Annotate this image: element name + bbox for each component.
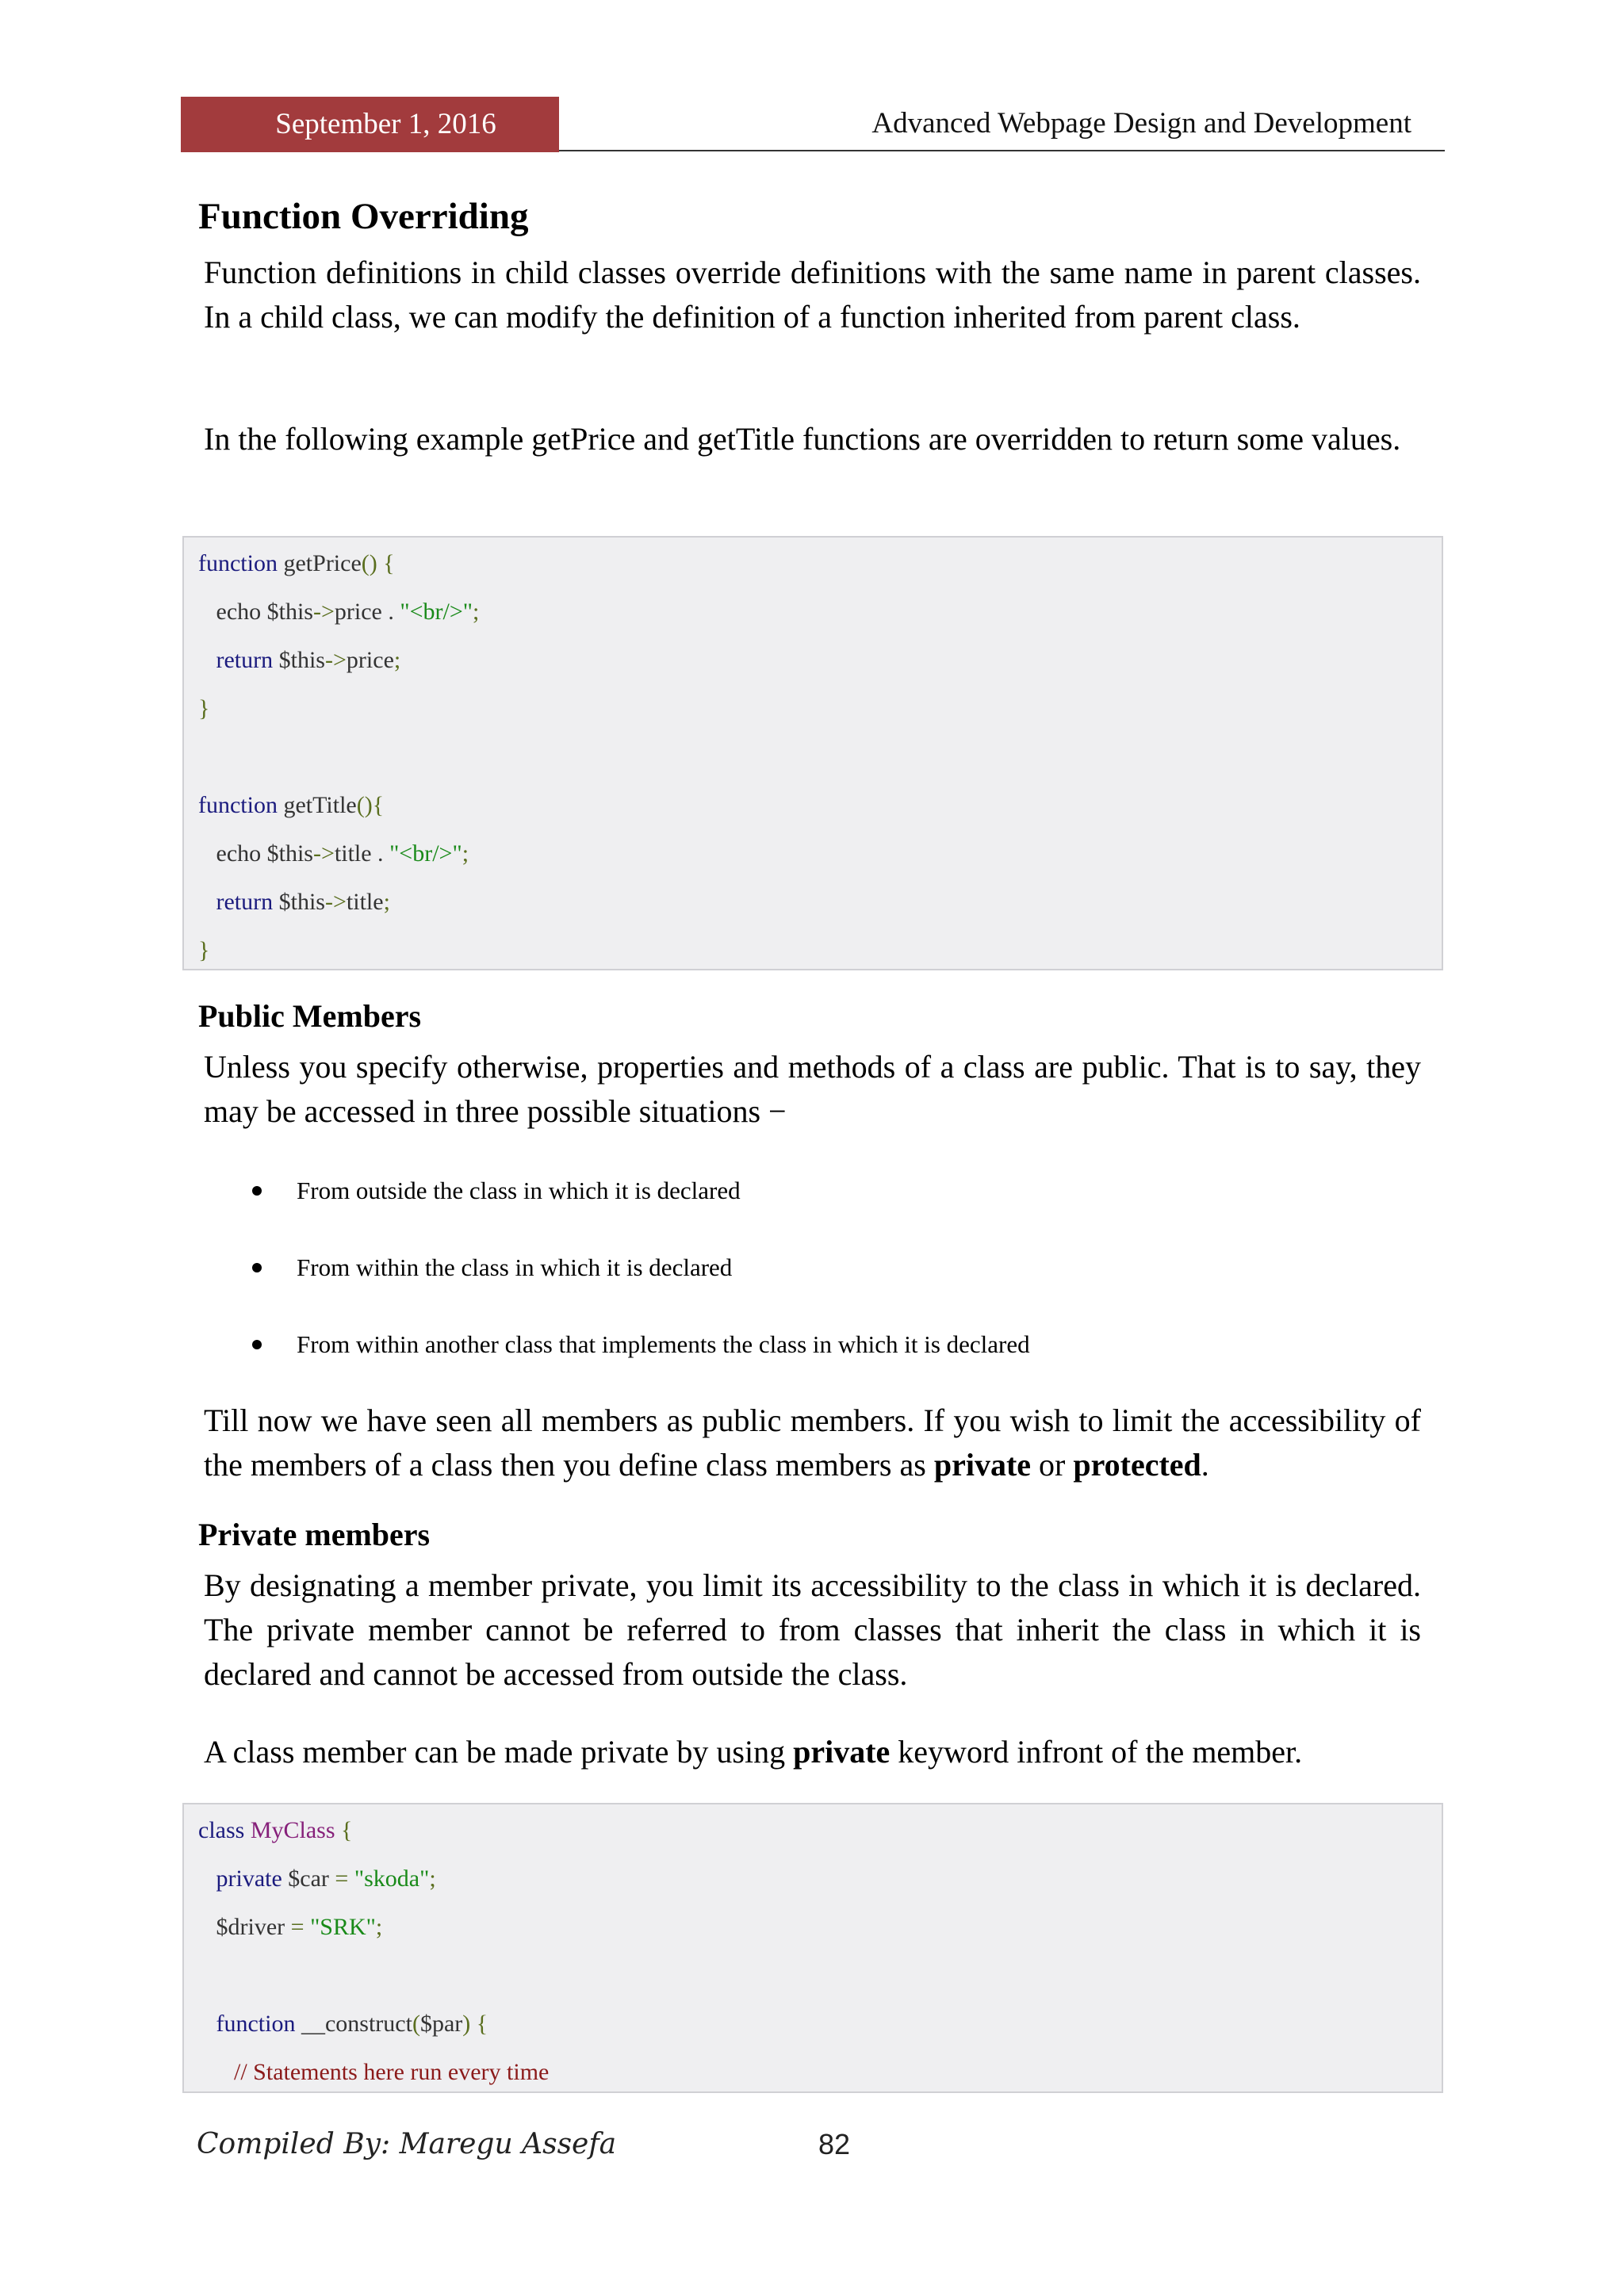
code-line: } bbox=[198, 937, 210, 963]
code-block-private bbox=[182, 1803, 1443, 2093]
paragraph-public-intro: Unless you specify otherwise, properties and methods of a class are public. That is to say, they may be accessed in three possible situations − bbox=[204, 1049, 1421, 1129]
code-line: return $this->price; bbox=[216, 647, 401, 673]
heading-public-members: Public Members bbox=[198, 998, 422, 1034]
list-item: From within another class that implements the class in which it is declared bbox=[252, 1329, 1030, 1360]
header-date: September 1, 2016 bbox=[181, 97, 559, 152]
paragraph-overriding-intro: Function definitions in child classes override definitions with the same name in parent classes. In a child class, we can modify the definition of a function inherited from parent class. bbox=[204, 254, 1421, 335]
code-line: echo $this->title . "<br/>"; bbox=[216, 840, 469, 867]
heading-function-overriding: Function Overriding bbox=[198, 196, 529, 237]
code-line-blank bbox=[198, 733, 1442, 781]
bullet-icon bbox=[252, 1186, 262, 1196]
bullet-icon bbox=[252, 1340, 262, 1349]
code-line: echo $this->price . "<br/>"; bbox=[216, 599, 480, 625]
bullet-icon bbox=[252, 1263, 262, 1272]
footer-author: Compiled By: Maregu Assefa bbox=[197, 2128, 617, 2160]
code-line: function getTitle(){ bbox=[198, 792, 385, 818]
code-line: class MyClass { bbox=[198, 1817, 353, 1843]
code-line: private $car = "skoda"; bbox=[216, 1866, 436, 1892]
page-number: 82 bbox=[818, 2128, 851, 2160]
paragraph-private-intro: By designating a member private, you limit its accessibility to the class in which it is declared. The private member cannot be referred to from classes that inherit the class in which it is declared and cannot be accessed from outside the class. bbox=[204, 1567, 1421, 1692]
code-block-overriding bbox=[182, 536, 1443, 970]
code-line: } bbox=[198, 695, 210, 721]
header-rule bbox=[559, 150, 1445, 151]
paragraph-private-keyword: A class member can be made private by using private keyword infront of the member. bbox=[204, 1734, 1303, 1770]
paragraph-public-summary: Till now we have seen all members as public members. If you wish to limit the accessibility of the members of a class then you define class members as private or protected. bbox=[204, 1402, 1421, 1483]
list-item: From within the class in which it is declared bbox=[252, 1252, 732, 1284]
code-line: $driver = "SRK"; bbox=[216, 1914, 383, 1940]
header-title: Advanced Webpage Design and Development bbox=[871, 107, 1411, 140]
paragraph-overriding-example: In the following example getPrice and getTitle functions are overridden to return some values. bbox=[204, 421, 1401, 457]
code-line: function getPrice() { bbox=[198, 550, 395, 576]
code-line: // Statements here run every time bbox=[234, 2059, 550, 2085]
code-line-blank bbox=[198, 1951, 1442, 1999]
code-line: return $this->title; bbox=[216, 889, 390, 915]
code-line: function __construct($par) { bbox=[216, 2011, 488, 2037]
list-item: From outside the class in which it is declared bbox=[252, 1175, 741, 1207]
heading-private-members: Private members bbox=[198, 1517, 431, 1552]
